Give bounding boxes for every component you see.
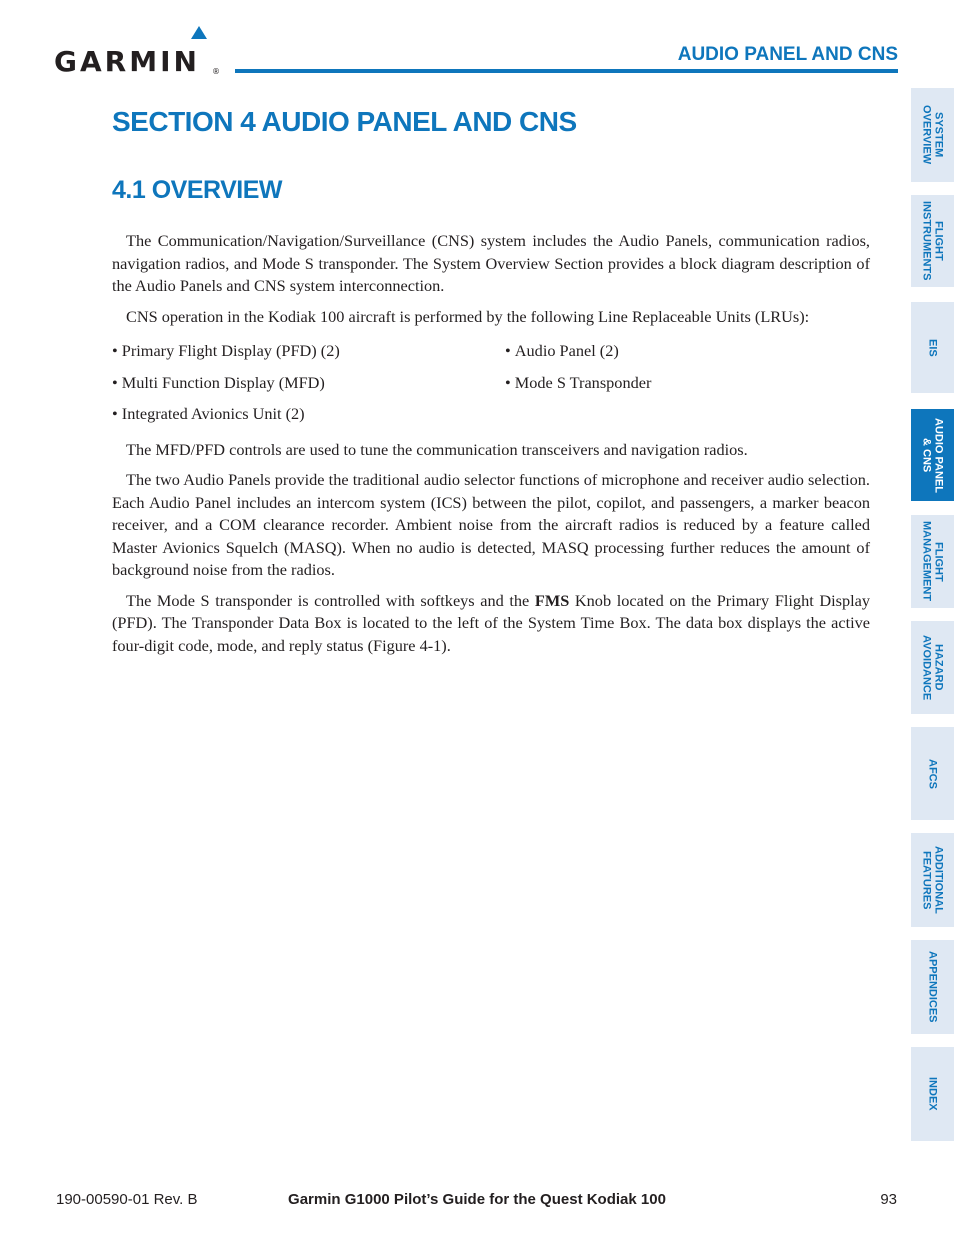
list-item: • Multi Function Display (MFD): [112, 372, 505, 395]
paragraph-cns-intro: The Communication/Navigation/Surveillance (CNS) system includes the Audio Panels, communication radios, navigation radios, and Mode S transponder. The System Overview Section provides a block diagram description of the Audio Panels and CNS system interconnection.: [112, 231, 870, 295]
logo-text: GARMIN: [54, 45, 200, 78]
tab-label: ADDITIONAL FEATURES: [920, 846, 945, 914]
paragraph-text: The Mode S transponder is controlled with softkeys and the: [126, 590, 535, 610]
tab-label: APPENDICES: [926, 951, 939, 1023]
list-item: • Primary Flight Display (PFD) (2): [112, 340, 505, 363]
tab-label: AFCS: [926, 758, 939, 789]
paragraph-controls: The MFD/PFD controls are used to tune the communication transceivers and navigation radios.: [126, 439, 748, 459]
paragraph-text: Knob located on the Primary Flight Display (PFD). The Transponder Data Box is located to the left of the System Time Box. The data box displays the active four-digit code, mode, and reply status (Figure 4-1).: [112, 590, 871, 655]
paragraph-transponder: [112, 590, 870, 658]
footer-doc-number: 190-00590-01 Rev. B: [56, 1191, 198, 1208]
tab-system-overview[interactable]: [911, 88, 954, 182]
paragraph-lru-intro: CNS operation in the Kodiak 100 aircraft is performed by the following Line Replaceable Units (LRUs):: [126, 306, 810, 326]
tab-label: INDEX: [926, 1077, 939, 1111]
tab-label: HAZARD AVOIDANCE: [920, 634, 945, 701]
tab-label: FLIGHT MANAGEMENT: [920, 521, 945, 602]
list-item: • Audio Panel (2): [505, 340, 870, 363]
paragraph-audio-panels: The two Audio Panels provide the traditional audio selector functions of microphone and receiver audio selection. Each Audio Panel includes an intercom system (ICS) between the pilot, copilot, and passengers, a marker beacon receiver, and a COM clearance recorder. Ambient noise from the aircraft radios is reduced by a feature called Master Avionics Squelch (MASQ). When no audio is detected, MASQ processing further reduces the amount of background noise from the radios.: [112, 470, 870, 579]
tab-label: SYSTEM OVERVIEW: [920, 105, 945, 165]
tab-additional-features[interactable]: [911, 833, 954, 927]
lru-list: [112, 340, 870, 426]
section-title: SECTION 4 AUDIO PANEL AND CNS: [112, 106, 577, 137]
list-item: • Integrated Avionics Unit (2): [112, 403, 505, 426]
subsection-title: 4.1 OVERVIEW: [112, 176, 282, 204]
header-title: AUDIO PANEL AND CNS: [677, 44, 898, 65]
header-rule: [235, 69, 898, 73]
garmin-logo: [54, 26, 220, 76]
tab-audio-panel-cns[interactable]: [911, 409, 954, 501]
tab-flight-instruments[interactable]: [911, 195, 954, 287]
body-text: [112, 230, 870, 665]
list-item: • Mode S Transponder: [505, 372, 870, 395]
page-number: 93: [880, 1191, 897, 1208]
tab-label: FLIGHT INSTRUMENTS: [920, 201, 945, 281]
tab-eis[interactable]: [911, 302, 954, 393]
tab-afcs[interactable]: [911, 727, 954, 820]
footer-guide-title: Garmin G1000 Pilot’s Guide for the Quest Kodiak 100: [288, 1191, 666, 1208]
tab-index[interactable]: [911, 1047, 954, 1141]
tab-label: EIS: [926, 338, 939, 357]
tab-label: AUDIO PANEL & CNS: [920, 417, 945, 493]
registered-icon: ®: [212, 67, 220, 76]
tab-hazard-avoidance[interactable]: [911, 621, 954, 714]
tab-flight-management[interactable]: [911, 515, 954, 608]
tab-appendices[interactable]: [911, 940, 954, 1034]
logo-triangle-icon: [191, 26, 207, 39]
fms-knob-label: FMS: [534, 590, 570, 610]
